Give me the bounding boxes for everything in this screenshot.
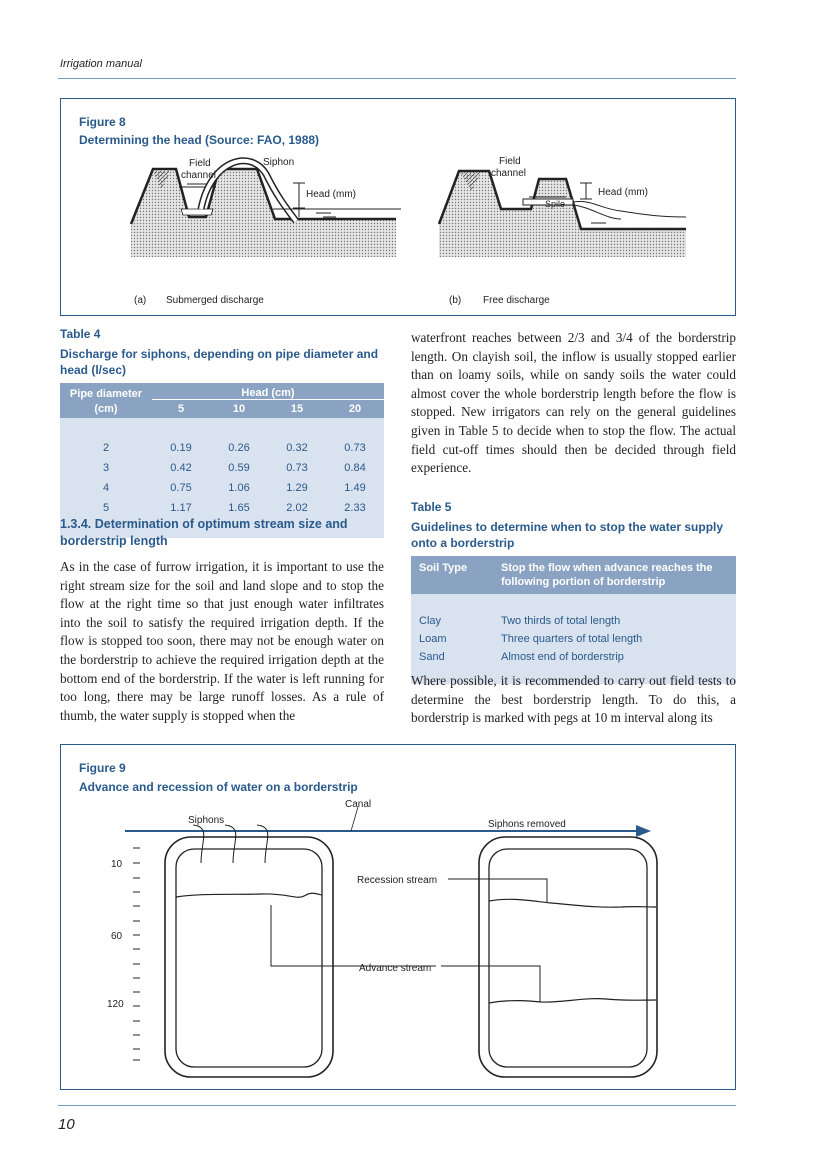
label-advance-stream: Advance stream <box>359 963 432 974</box>
diagram-a <box>131 157 401 306</box>
body-para-left: As in the case of furrow irrigation, it is important to use the right stream size for the soil and land slope and to stop the flow at the right time so that just enough water infiltrates into the soil to satisfy the required irrigation depth. If the flow is stopped too soon, there may not be enough water on the borderstrip to achieve the required irrigation depth at the bottom end of the borderstrip. If the water is left running for too long, there may be large runoff losses. As a rule of thumb, the water supply is stopped when the <box>60 559 384 723</box>
table-4-group-head: Head (cm) <box>152 383 384 400</box>
depth-axis <box>107 848 140 1060</box>
label-field-channel-a-1: Field <box>189 158 211 169</box>
figure-9-diagram <box>61 745 734 1088</box>
running-header: Irrigation manual <box>60 58 142 70</box>
figure-8-title: Determining the head (Source: FAO, 1988) <box>79 133 320 147</box>
label-head-b: Head (mm) <box>598 187 649 198</box>
label-head-a: Head (mm) <box>306 189 357 200</box>
table-4-head-15: 15 <box>268 400 326 418</box>
table-row: 5 1.17 1.65 2.02 2.33 <box>102 501 366 514</box>
label-siphon: Siphon <box>263 157 295 168</box>
figure-8-label: Figure 8 <box>79 115 126 129</box>
table-5-title: Guidelines to determine when to stop the water supply onto a borderstrip <box>411 520 724 550</box>
caption-b: Free discharge <box>483 295 550 306</box>
tick-label-10: 10 <box>111 859 123 870</box>
label-canal: Canal <box>345 799 372 810</box>
table-4-head-20: 20 <box>326 400 384 418</box>
header-rule <box>58 78 736 79</box>
table-4-title: Discharge for siphons, depending on pipe diameter and head (l/sec) <box>60 347 379 377</box>
caption-a-letter: (a) <box>134 295 147 306</box>
table-5-col-stop: Stop the flow when advance reaches the following portion of borderstrip <box>493 556 736 594</box>
label-field-channel-a-2: channel <box>181 170 217 181</box>
caption-a: Submerged discharge <box>166 295 264 306</box>
label-recession-stream: Recession stream <box>357 875 438 886</box>
table-4-label: Table 4 <box>60 327 101 341</box>
table-row: Clay Two thirds of total length <box>419 615 621 627</box>
table-row: Loam Three quarters of total length <box>419 633 643 645</box>
body-para-right-bottom: Where possible, it is recommended to carry out field tests to determine the best borderstrip length. To do this, a borderstrip is marked with pegs at 10 m interval along its <box>411 673 736 726</box>
diagram-b <box>439 156 686 306</box>
body-para-right-top: waterfront reaches between 2/3 and 3/4 of the borderstrip length. On clayish soil, the inflow is usually stopped earlier than on loamy soils, while on sandy soils the water could almost cover the whole borderstrip length before the flow is stopped. New irrigators can rely on the general guidelines given in Table 5 to decide when to stop the flow. The actual field cut-off times should then be decided through field experience. <box>411 330 736 476</box>
table-4-head-10: 10 <box>210 400 268 418</box>
label-field-channel-b-2: channel <box>491 168 527 179</box>
footer-rule <box>58 1105 736 1106</box>
figure-8-box <box>60 98 736 316</box>
borderstrip-left <box>165 825 436 1077</box>
caption-b-letter: (b) <box>449 295 462 306</box>
label-siphons: Siphons <box>188 815 225 826</box>
table-row: 3 0.42 0.59 0.73 0.84 <box>102 461 366 474</box>
table-4 <box>60 383 384 538</box>
borderstrip-right <box>357 837 657 1077</box>
table-5 <box>411 556 736 684</box>
table-row: 4 0.75 1.06 1.29 1.49 <box>102 481 366 494</box>
page-number: 10 <box>58 1116 75 1133</box>
table-row: 2 0.19 0.26 0.32 0.73 <box>102 441 366 454</box>
label-spile: Spile <box>545 199 566 209</box>
section-heading: 1.3.4. Determination of optimum stream size and borderstrip length <box>60 517 348 548</box>
figure-9-title: Advance and recession of water on a borderstrip <box>79 780 358 794</box>
table-row: Sand Almost end of borderstrip <box>419 651 624 663</box>
table-5-col-soil: Soil Type <box>411 556 493 594</box>
label-siphons-removed: Siphons removed <box>488 819 566 830</box>
table-5-label: Table 5 <box>411 500 452 514</box>
label-field-channel-b-1: Field <box>499 156 521 167</box>
table-4-col-diameter: Pipe diameter (cm) <box>60 383 152 418</box>
figure-8-diagram <box>61 99 734 314</box>
tick-label-60: 60 <box>111 931 123 942</box>
figure-9-box <box>60 744 736 1090</box>
figure-9-label: Figure 9 <box>79 761 126 775</box>
tick-label-120: 120 <box>107 999 124 1010</box>
table-4-head-5: 5 <box>152 400 210 418</box>
